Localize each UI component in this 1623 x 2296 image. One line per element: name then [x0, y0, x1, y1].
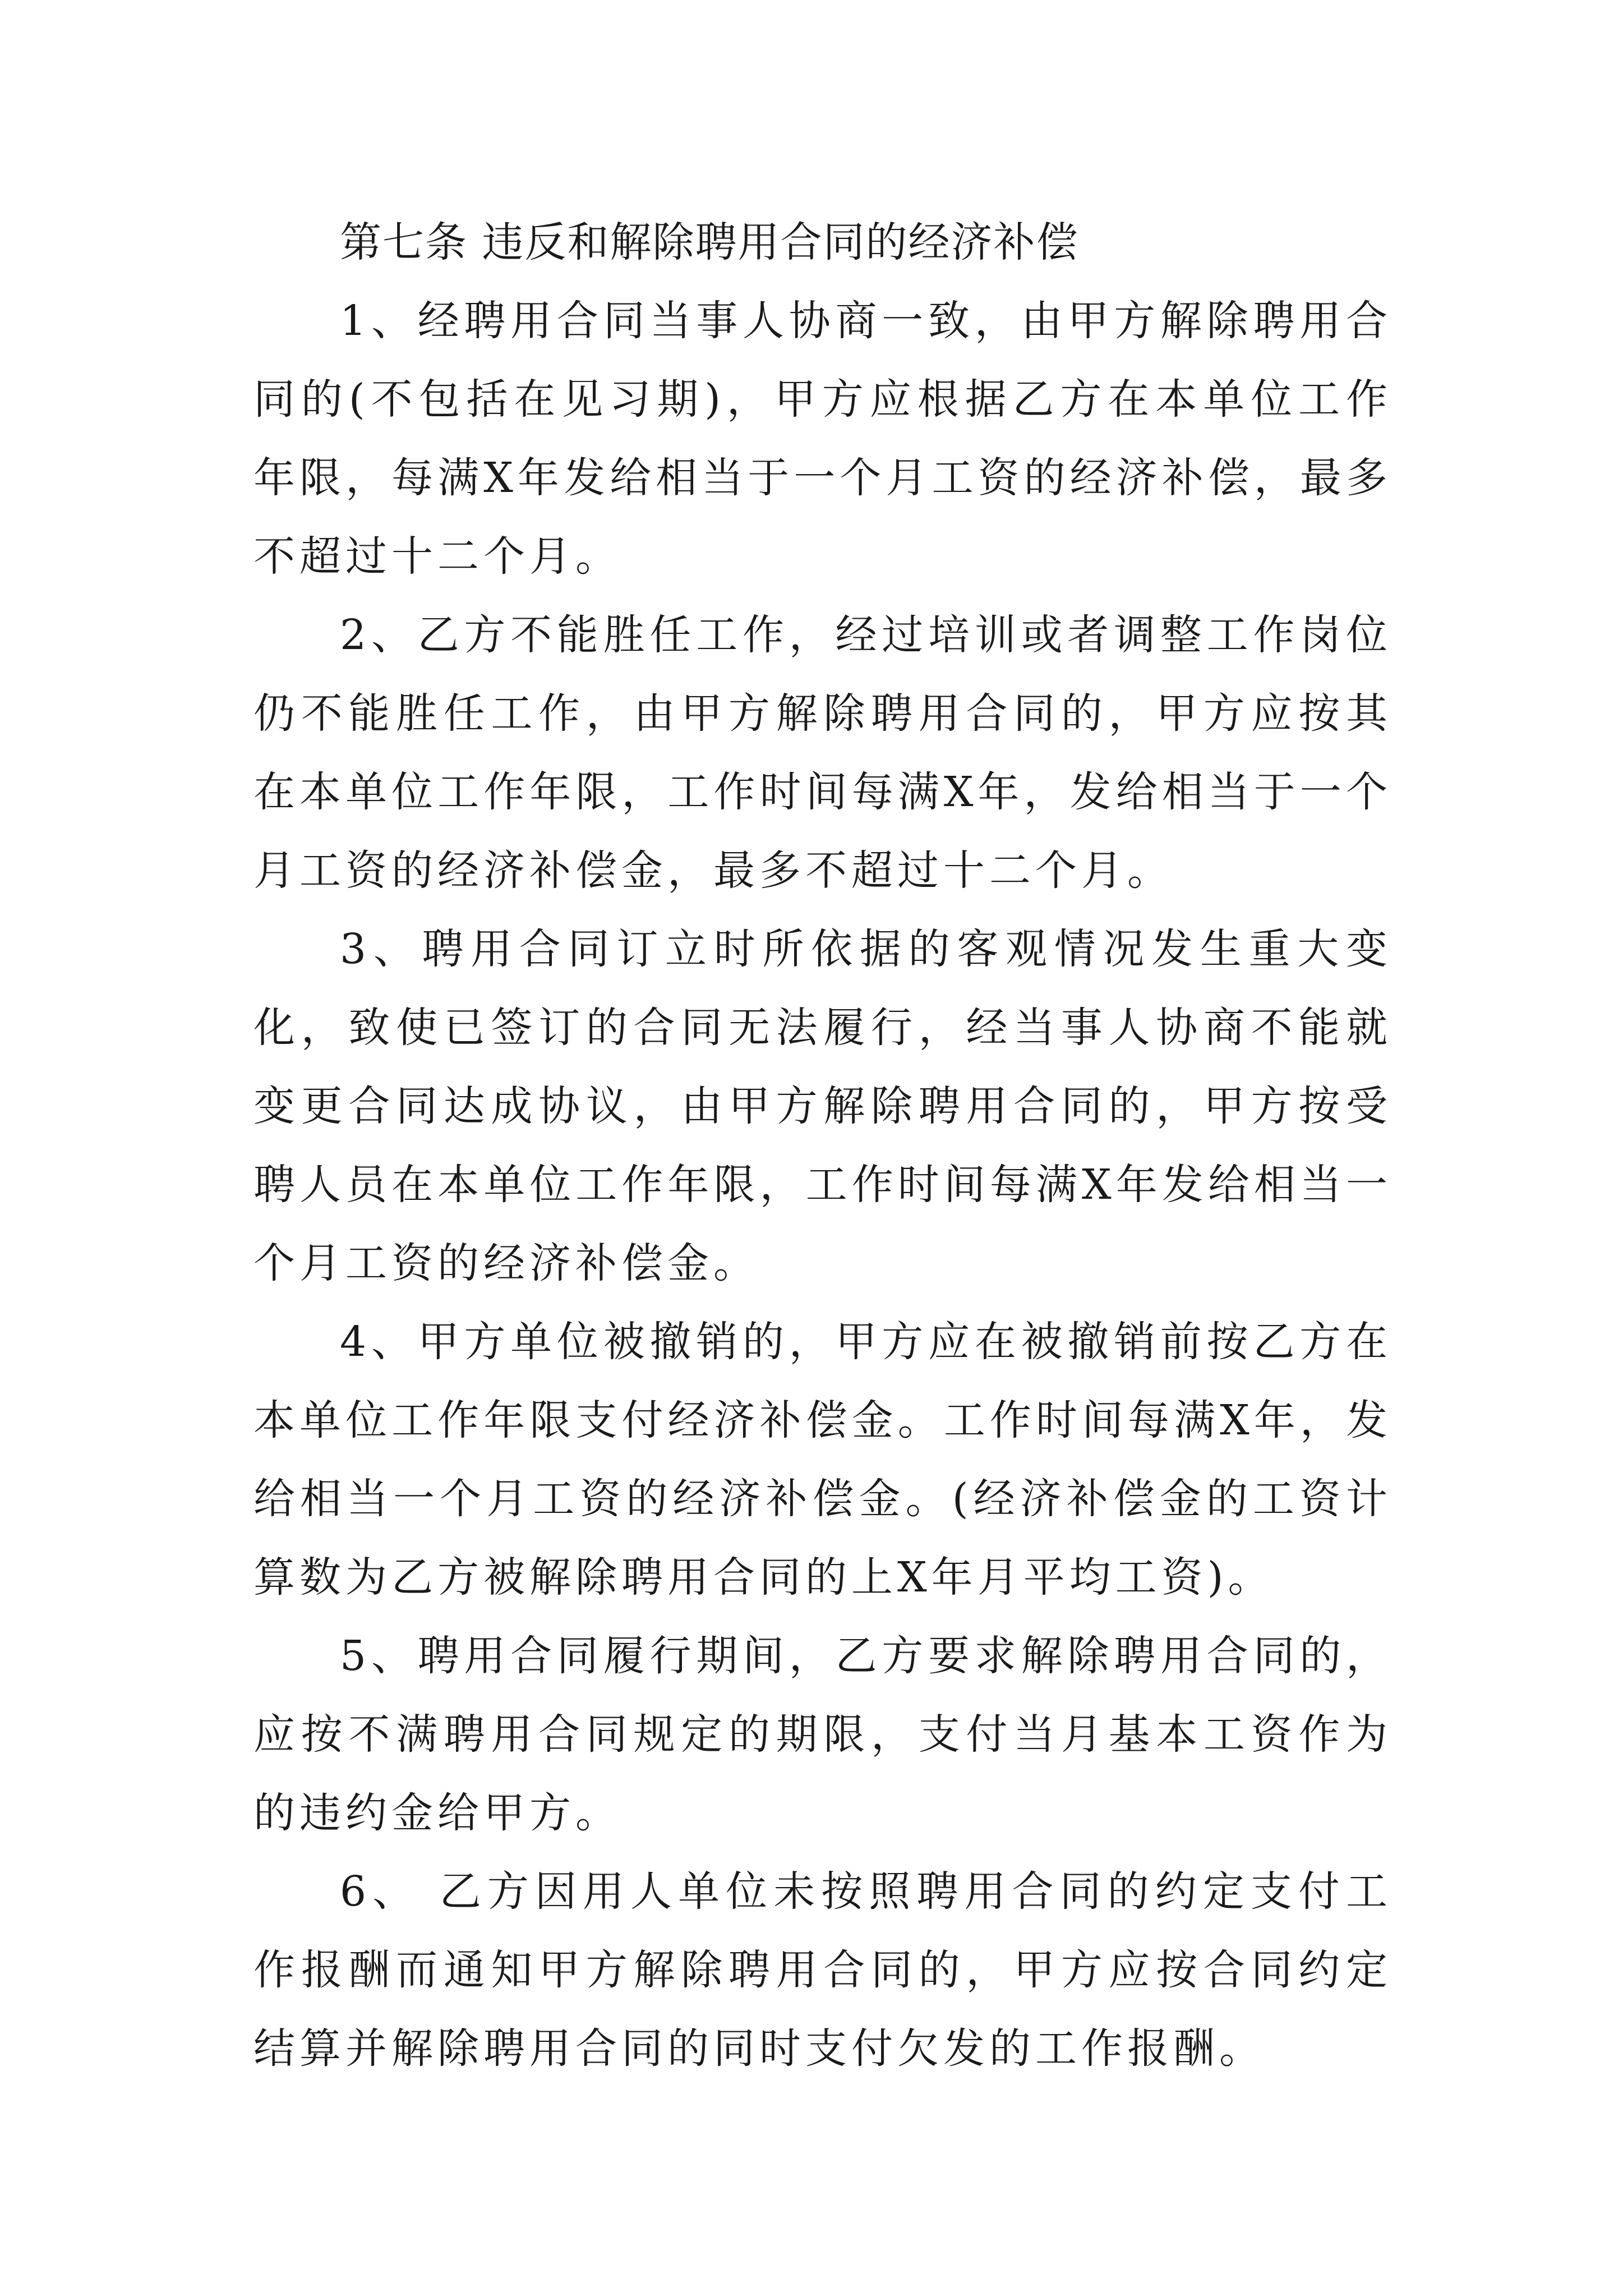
- document-body: [253, 203, 1392, 2088]
- paragraph-4: 4、甲方单位被撤销的，甲方应在被撤销前按乙方在本单位工作年限支付经济补偿金。工作时间每满X年，发给相当一个月工资的经济补偿金。(经济补偿金的工资计算数为乙方被解除聘用合同的上X年月平均工资)。: [253, 1318, 1392, 1602]
- article-heading: 第七条 违反和解除聘用合同的经济补偿: [340, 218, 1079, 266]
- paragraph-6: 6、 乙方因用人单位未按照聘用合同的约定支付工作报酬而通知甲方解除聘用合同的，甲方应按合同约定结算并解除聘用合同的同时支付欠发的工作报酬。: [253, 1867, 1392, 2073]
- paragraph-5: 5、聘用合同履行期间，乙方要求解除聘用合同的，应按不满聘用合同规定的期限，支付当月基本工资作为的违约金给甲方。: [253, 1632, 1392, 1837]
- paragraph-3: 3、聘用合同订立时所依据的客观情况发生重大变化，致使已签订的合同无法履行，经当事人协商不能就变更合同达成协议，由甲方解除聘用合同的，甲方按受聘人员在本单位工作年限，工作时间每满X年发给相当一个月工资的经济补偿金。: [253, 925, 1392, 1287]
- paragraph-1: 1、经聘用合同当事人协商一致，由甲方解除聘用合同的(不包括在见习期)，甲方应根据乙方在本单位工作年限，每满X年发给相当于一个月工资的经济补偿，最多不超过十二个月。: [253, 297, 1392, 581]
- paragraph-2: 2、乙方不能胜任工作，经过培训或者调整工作岗位仍不能胜任工作，由甲方解除聘用合同的，甲方应按其在本单位工作年限，工作时间每满X年，发给相当于一个月工资的经济补偿金，最多不超过十二个月。: [253, 611, 1392, 895]
